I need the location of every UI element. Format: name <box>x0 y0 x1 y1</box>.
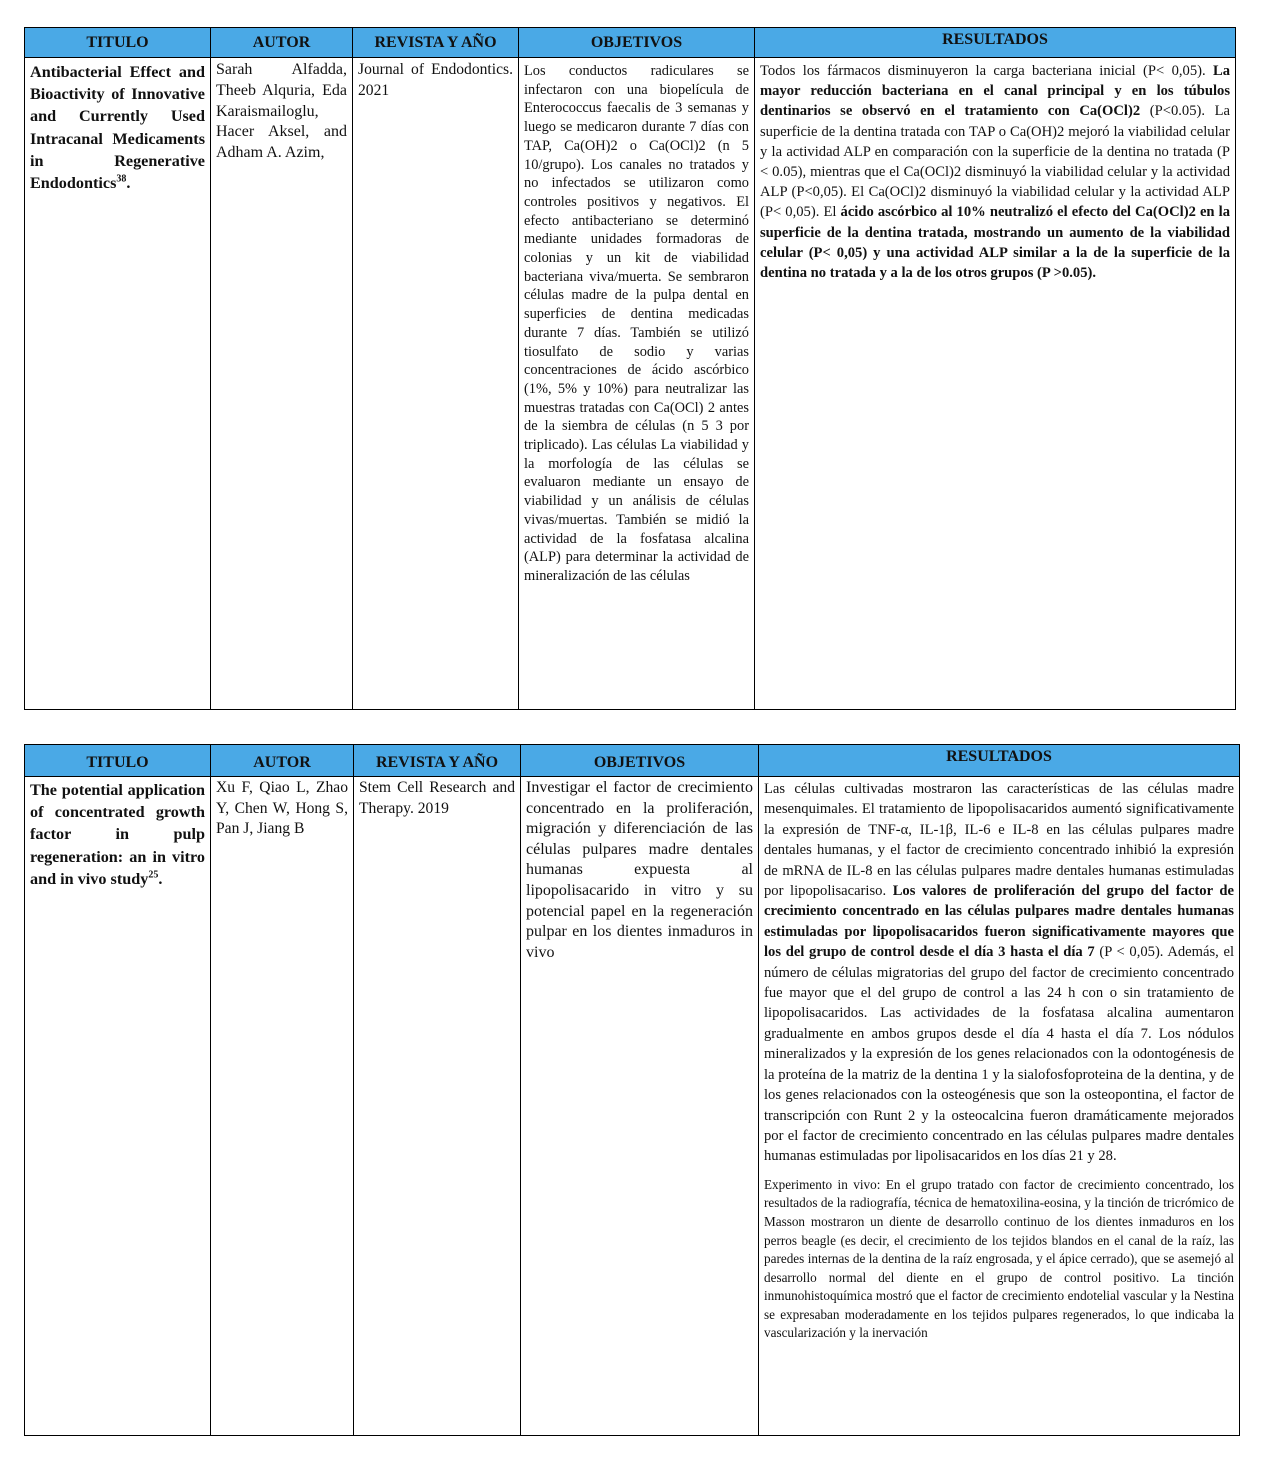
table-row <box>25 58 1236 710</box>
header-objetivos: OBJETIVOS <box>519 28 755 58</box>
title-reference: 38 <box>116 173 127 185</box>
results-highlight: Los valores de proliferación del grupo del factor de crecimiento concentrado en las células pulpares madre dentales humanas estimuladas por lipopolisacaridos fueron significativamente mayores que los del grupo de control desde el día 3 hasta el día 7 <box>764 883 1234 961</box>
journal-cell: Stem Cell Research and Therapy. 2019 <box>354 777 521 1436</box>
header-resultados: RESULTADOS <box>755 28 1236 58</box>
journal-cell: Journal of Endodontics. 2021 <box>353 58 519 710</box>
results-cell: Todos los fármacos disminuyeron la carga bacteriana inicial (P< 0,05). La mayor reducción bacteriana en el canal principal y en los túbulos dentinarios se observó en el tratamiento con Ca(OCl)2 (P<0.05). La superficie de la dentina tratada con TAP o Ca(OH)2 mejoró la viabilidad celular y la actividad ALP en comparación con la superficie de la dentina no tratada (P < 0.05), mientras que el Ca(OCl)2 disminuyó la viabilidad celular y la actividad ALP (P<0,05). El Ca(OCl)2 disminuyó la viabilidad celular y la actividad ALP (P< 0,05). El ácido ascórbico al 10% neutralizó el efecto del Ca(OCl)2 en la superficie de la dentina tratada, mostrando un aumento de la viabilidad celular (P< 0,05) y una actividad ALP similar a la de la superficie de la dentina no tratada y a la de los otros grupos (P >0.05). <box>755 58 1236 710</box>
table-header-row <box>25 745 1240 777</box>
title-reference: 25 <box>148 869 159 881</box>
results-highlight: La mayor reducción bacteriana en el canal principal y en los túbulos dentinarios se observó en el tratamiento con Ca(OCl)2 <box>760 63 1230 120</box>
header-revista: REVISTA Y AÑO <box>354 745 521 777</box>
results-highlight: ácido ascórbico al 10% neutralizó el efecto del Ca(OCl)2 en la superficie de la dentina tratada, mostrando un aumento de la viabilidad celular (P< 0,05) y una actividad ALP similar a la de la superficie de la dentina no tratada y a la de los otros grupos (P >0.05). <box>760 204 1230 282</box>
header-autor: AUTOR <box>211 28 353 58</box>
study-table-2 <box>24 744 1240 1436</box>
header-autor: AUTOR <box>211 745 354 777</box>
authors-cell: Xu F, Qiao L, Zhao Y, Chen W, Hong S, Pan J, Jiang B <box>211 777 354 1436</box>
authors-cell: Sarah Alfadda, Theeb Alquria, Eda Karaismailoglu, Hacer Aksel, and Adham A. Azim, <box>211 58 353 710</box>
table-header-row <box>25 28 1236 58</box>
title-text: Antibacterial Effect and Bioactivity of Innovative and Currently Used Intracanal Medicaments in Regenerative Endodontics <box>30 63 205 193</box>
in-vivo-results: Experimento in vivo: En el grupo tratado con factor de crecimiento concentrado, los resultados de la radiografía, técnica de hematoxilina-eosina, y la tinción de tricrómico de Masson mostraron un diente de desarrollo continuo de los dientes inmaduros en los perros beagle (es decir, el crecimiento de los tejidos blandos en el canal de la raíz, las paredes internas de la dentina de la raíz engrosada, y el ápice cerrado), que se asemejó al desarrollo normal del diente en el grupo de control positivo. La tinción inmunohistoquímica mostró que el factor de crecimiento endotelial vascular y la Nestina se expresaban moderadamente en los tejidos pulpares regenerados, lo que indicaba la vascularización y la inervación <box>764 1176 1234 1341</box>
objectives-cell: Investigar el factor de crecimiento concentrado en la proliferación, migración y diferenciación de las células pulpares madre dentales humanas expuesta al lipopolisacarido in vitro y su potencial papel en la regeneración pulpar en los dientes inmaduros in vivo <box>521 777 759 1436</box>
header-titulo: TITULO <box>25 28 211 58</box>
study-table-1 <box>24 27 1236 710</box>
title-cell: The potential application of concentrated growth factor in pulp regeneration: an in vitro and in vivo study$^{25}$. <box>25 777 211 1436</box>
header-revista: REVISTA Y AÑO <box>353 28 519 58</box>
header-titulo: TITULO <box>25 745 211 777</box>
title-cell: Antibacterial Effect and Bioactivity of Innovative and Currently Used Intracanal Medicaments in Regenerative Endodontics$^{38}$. <box>25 58 211 710</box>
table-row <box>25 777 1240 1436</box>
title-text: The potential application of concentrated growth factor in pulp regeneration: an in vitro and in vivo study <box>30 781 205 888</box>
header-objetivos: OBJETIVOS <box>521 745 759 777</box>
objectives-cell: Los conductos radiculares se infectaron con una biopelícula de Enterococcus faecalis de 3 semanas y luego se medicaron durante 7 días con TAP, Ca(OH)2 o Ca(OCl)2 (n 5 10/grupo). Los canales no tratados y no infectados se utilizaron como controles positivos y negativos. El efecto antibacteriano se determinó mediante unidades formadoras de colonias y un kit de viabilidad bacteriana viva/muerta. Se sembraron células madre de la pulpa dental en superficies de dentina medicadas durante 7 días. También se utilizó tiosulfato de sodio y varias concentraciones de ácido ascórbico (1%, 5% y 10%) para neutralizar las muestras tratadas con Ca(OCl) 2 antes de la siembra de células (n 5 3 por triplicado). Las células La viabilidad y la morfología de las células se evaluaron mediante un ensayo de viabilidad y un análisis de células vivas/muertas. También se midió la actividad de la fosfatasa alcalina (ALP) para determinar la actividad de mineralización de las células <box>519 58 755 710</box>
header-resultados: RESULTADOS <box>759 745 1240 777</box>
results-cell: Las células cultivadas mostraron las características de las células madre mesenquimales. El tratamiento de lipopolisacaridos aumentó significativamente la expresión de TNF-α, IL-1β, IL-6 e IL-8 en las células pulpares madre dentales humanas, y el factor de crecimiento concentrado inhibió la expresión de mRNA de IL-8 en las células pulpares madre dentales humanas estimuladas por lipopolisacariso. Los valores de proliferación del grupo del factor de crecimiento concentrado en las células pulpares madre dentales humanas estimuladas por lipopolisacaridos fueron significativamente mayores que los del grupo de control desde el día 3 hasta el día 7 (P < 0,05). Además, el número de células migratorias del grupo del factor de crecimiento concentrado fue mayor que el del grupo de control a las 24 h con o sin tratamiento de lipopolisacaridos. Las actividades de la fosfatasa alcalina aumentaron gradualmente en ambos grupos desde el día 4 hasta el día 7. Los nódulos mineralizados y la expresión de los genes relacionados con la odontogénesis de la proteína de la matriz de la dentina 1 y la sialofosfoproteina de la dentina, y de los genes relacionados con la osteogénesis que son la osteopontina, el factor de transcripción con Runt 2 y la osteocalcina fueron dramáticamente mejorados por el factor de crecimiento concentrado en las células pulpares madre dentales humanas estimuladas por lipolisacaridos en los días 21 y 28. Experimento in vivo: En el grupo tratado con factor de crecimiento concentrado, los resultados de la radiografía, técnica de hematoxilina-eosina, y la tinción de tricrómico de Masson mostraron un diente de desarrollo continuo de los dientes inmaduros en los perros beagle (es decir, el crecimiento de los tejidos blandos en el canal de la raíz, las paredes internas de la dentina de la raíz engrosada, y el ápice cerrado), que se asemejó al desarrollo normal del diente en el grupo de control positivo. La tinción inmunohistoquímica mostró que el factor de crecimiento endotelial vascular y la Nestina se expresaban moderadamente en los tejidos pulpares regenerados, lo que indicaba la vascularización y la inervación <box>759 777 1240 1436</box>
